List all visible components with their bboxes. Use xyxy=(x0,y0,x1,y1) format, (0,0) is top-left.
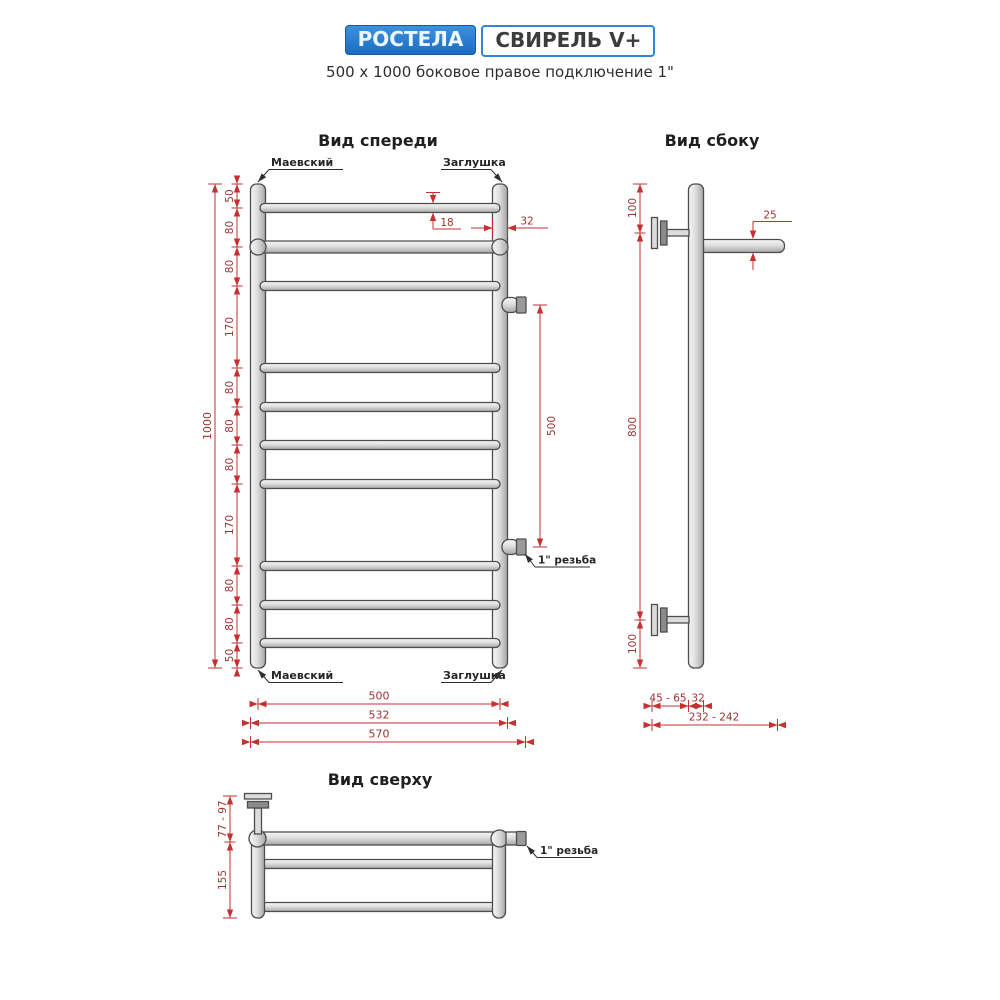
bleed-valve-label-top: Маевский xyxy=(271,156,334,169)
dim-170-2: 170 xyxy=(224,514,236,536)
top-left-rail xyxy=(252,839,265,918)
dim-80-4: 80 xyxy=(224,419,236,433)
front-view xyxy=(201,131,596,748)
dim-500-width: 500 xyxy=(368,689,390,703)
plug-label-top: Заглушка xyxy=(443,156,506,169)
front-view-title: Вид спереди xyxy=(318,131,438,150)
side-dim-depths xyxy=(644,693,787,732)
top-shelf-bar-1 xyxy=(262,860,498,869)
dim-80-7: 80 xyxy=(224,617,236,631)
dim-25: 25 xyxy=(763,209,777,222)
brand-badges xyxy=(0,25,1000,57)
dim-1000: 1000 xyxy=(201,412,214,440)
side-view-title: Вид сбоку xyxy=(664,131,760,150)
header xyxy=(0,25,1000,81)
dim-80-2: 80 xyxy=(224,259,236,274)
dim-532: 532 xyxy=(368,708,390,722)
side-rung xyxy=(696,240,785,253)
top-radiator xyxy=(245,794,527,919)
side-radiator xyxy=(652,184,785,668)
bleed-valve-label-bottom: Маевский xyxy=(271,669,334,682)
plug-label-bottom: Заглушка xyxy=(443,669,506,682)
top-view xyxy=(217,770,598,918)
dim-80-3: 80 xyxy=(224,380,236,395)
front-right-post xyxy=(493,184,508,668)
top-collector xyxy=(257,832,500,845)
collector-joint-right xyxy=(492,239,508,255)
front-dim-total-height xyxy=(201,184,222,668)
top-connection xyxy=(506,832,526,846)
side-post xyxy=(689,184,704,668)
top-dims xyxy=(217,796,237,918)
dim-570: 570 xyxy=(368,727,390,741)
top-callouts xyxy=(527,845,598,858)
side-view xyxy=(627,131,792,731)
top-bracket xyxy=(245,794,272,835)
brand-badge: РОСТЕЛА xyxy=(345,25,477,55)
dim-155: 155 xyxy=(217,869,229,891)
front-radiator xyxy=(250,184,526,668)
dim-100-bottom: 100 xyxy=(627,633,639,655)
front-dim-post-diameter xyxy=(471,216,548,238)
top-right-rail xyxy=(493,839,506,918)
dim-50-top: 50 xyxy=(224,189,236,203)
dim-45-65: 45 - 65 xyxy=(649,692,687,705)
front-left-post xyxy=(251,184,266,668)
front-dim-chain xyxy=(224,176,243,677)
side-bracket-top xyxy=(652,218,690,249)
thread-label-front: 1" резьба xyxy=(538,554,597,567)
dim-80-1: 80 xyxy=(224,220,236,235)
front-dim-connection-spacing xyxy=(533,305,558,547)
front-connection-top xyxy=(502,297,526,313)
side-dim-chain xyxy=(627,184,647,668)
front-connection-bottom xyxy=(502,539,526,555)
dim-100-top: 100 xyxy=(627,197,639,219)
dim-18: 18 xyxy=(440,217,454,229)
front-dim-widths xyxy=(242,690,534,749)
collector-joint-left xyxy=(250,239,266,255)
dim-800: 800 xyxy=(627,416,639,438)
dim-50-bottom: 50 xyxy=(224,648,236,663)
model-badge: СВИРЕЛЬ V+ xyxy=(481,25,655,57)
dim-77-97: 77 - 97 xyxy=(217,800,229,838)
dim-32-side: 32 xyxy=(691,692,705,705)
dim-170-1: 170 xyxy=(224,316,236,338)
dim-80-5: 80 xyxy=(224,457,236,472)
dim-32: 32 xyxy=(520,215,534,228)
thread-label-top-view: 1" резьба xyxy=(540,845,599,857)
side-bracket-bottom xyxy=(652,605,690,636)
front-rungs xyxy=(258,204,500,648)
top-view-title: Вид сверху xyxy=(327,770,433,789)
drawing-subtitle: 500 x 1000 боковое правое подключение 1" xyxy=(326,63,674,81)
dim-80-6: 80 xyxy=(224,578,236,593)
dim-500-vertical: 500 xyxy=(546,415,558,437)
top-shelf-bar-2 xyxy=(262,903,498,912)
dim-232-242: 232 - 242 xyxy=(688,711,740,724)
